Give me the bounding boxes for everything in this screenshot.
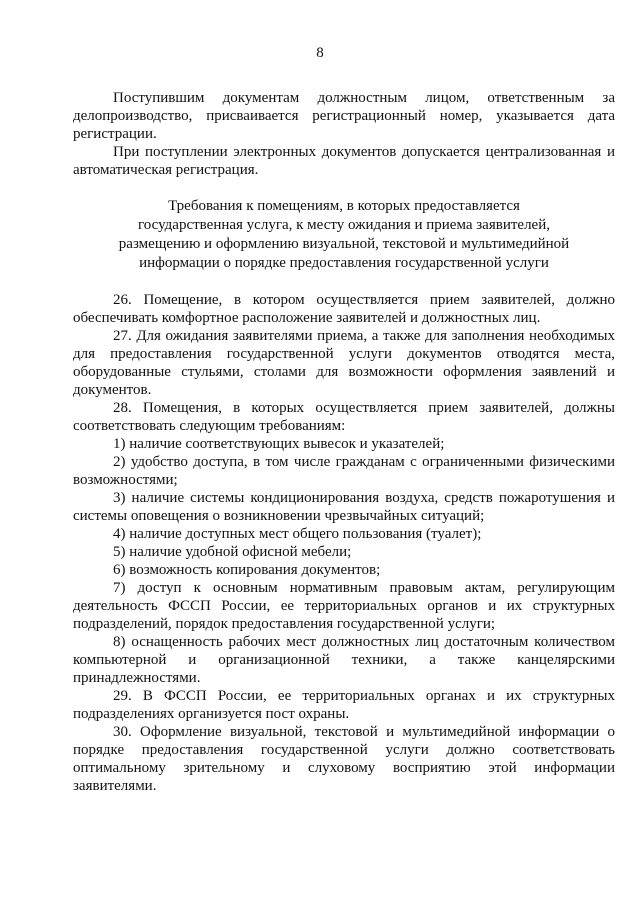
intro-paragraph-2: При поступлении электронных документов допускается централизованная и автоматическая регистрация.	[73, 144, 615, 178]
section-heading	[73, 197, 615, 273]
list-item-1: 1) наличие соответствующих вывесок и указателей;	[113, 436, 445, 452]
list-item-5: 5) наличие удобной офисной мебели;	[113, 544, 352, 560]
page-number: 8	[316, 45, 324, 61]
paragraph-27: 27. Для ожидания заявителями приема, а также для заполнения необходимых для предоставления государственной услуги документов отводятся места, оборудованные стульями, столами для возможности оформления заявлений и документов.	[73, 328, 615, 398]
paragraph-28: 28. Помещения, в которых осуществляется прием заявителей, должны соответствовать следующим требованиям:	[73, 400, 615, 434]
heading-line-4: информации о порядке предоставления государственной услуги	[139, 255, 549, 271]
intro-paragraph-1: Поступившим документам должностным лицом, ответственным за делопроизводство, присваивается регистрационный номер, указывается дата регистрации.	[73, 90, 615, 142]
list-item-7: 7) доступ к основным нормативным правовым актам, регулирующим деятельность ФССП России, ее территориальных органов и их структурных подразделений, порядок предоставления государственной услуги;	[73, 580, 615, 632]
document-body	[73, 89, 615, 795]
heading-line-3: размещению и оформлению визуальной, текстовой и мультимедийной	[118, 236, 570, 252]
list-item-8: 8) оснащенность рабочих мест должностных лиц достаточным количеством компьютерной и организационной техники, а также канцелярскими принадлежностями.	[73, 634, 615, 686]
paragraph-26: 26. Помещение, в котором осуществляется прием заявителей, должно обеспечивать комфортное расположение заявителей и должностных лиц.	[73, 292, 615, 326]
list-item-2: 2) удобство доступа, в том числе гражданам с ограниченными физическими возможностями;	[73, 454, 615, 488]
paragraph-29: 29. В ФССП России, ее территориальных органах и их структурных подразделениях организуется пост охраны.	[73, 688, 615, 722]
list-item-3: 3) наличие системы кондиционирования воздуха, средств пожаротушения и системы оповещения о возникновении чрезвычайных ситуаций;	[73, 490, 615, 524]
heading-line-1: Требования к помещениям, в которых предоставляется	[168, 198, 520, 214]
list-item-6: 6) возможность копирования документов;	[113, 562, 381, 578]
heading-line-2: государственная услуга, к месту ожидания и приема заявителей,	[138, 217, 550, 233]
list-item-4: 4) наличие доступных мест общего пользования (туалет);	[113, 526, 482, 542]
paragraph-30: 30. Оформление визуальной, текстовой и мультимедийной информации о порядке предоставления государственной услуги должно соответствовать оптимальному зрительному и слуховому восприятию этой информации заявителями.	[73, 724, 615, 794]
